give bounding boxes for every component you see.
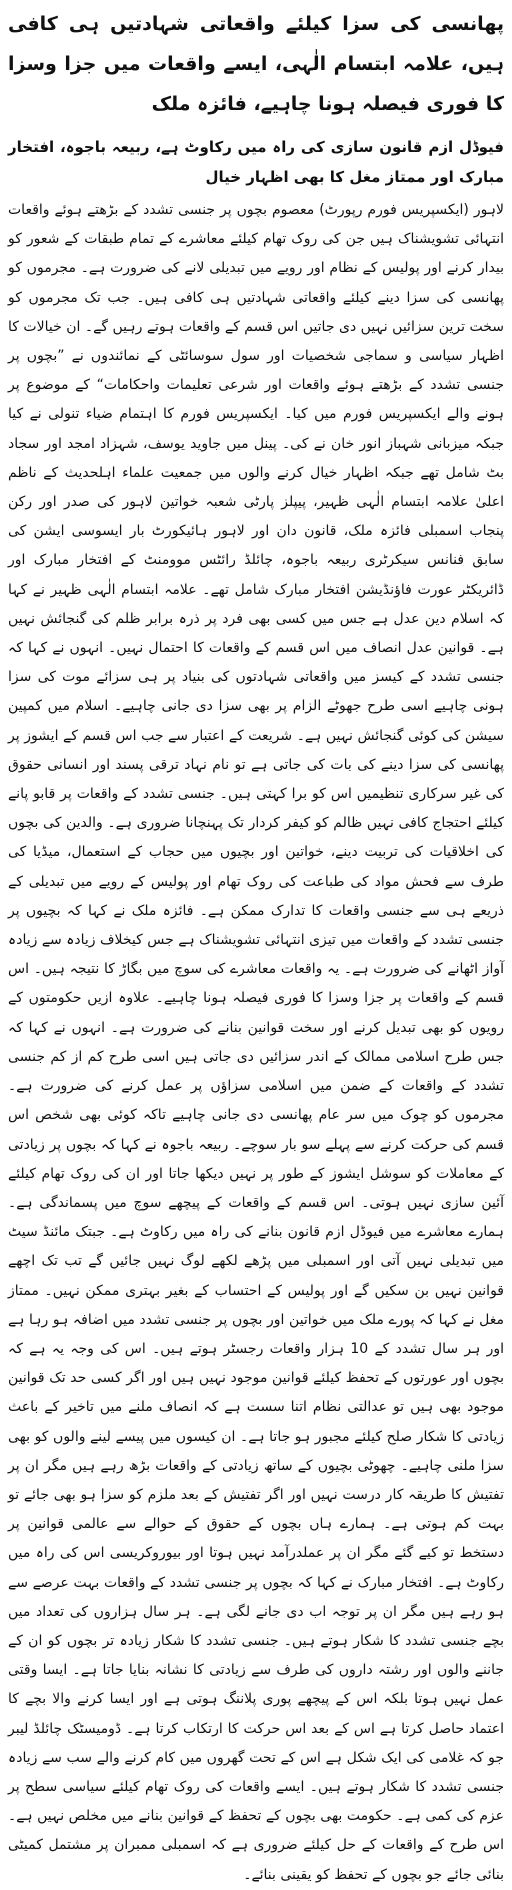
- article-headline: پھانسی کی سزا کیلئے واقعاتی شہادتیں ہی کافی ہیں، علامہ ابتسام الٰہی، ایسے واقعات میں جزا وسزا کا فوری فیصلہ ہونا چاہیے، فائزہ ملک: [8, 13, 504, 115]
- article-subheadline: فیوڈل ازم قانون سازی کی راہ میں رکاوٹ ہے، ربیعہ باجوہ، افتخار مبارک اور ممتاز مغل کا بھی اظہار خیال: [8, 138, 504, 186]
- article-body: [8, 196, 504, 1890]
- article-paragraph: لاہور (ایکسپریس فورم رپورٹ) معصوم بچوں پر جنسی تشدد کے بڑھتے ہوئے واقعات انتہائی تشویشناک ہیں جن کی روک تھام کیلئے معاشرے کے تمام طبقات کے شعور کو بیدار کرنے اور پولیس کے نظام اور رویے میں تبدیلی لانے کی ضرورت ہے۔ مجرموں کو پھانسی کی سزا دینے کیلئے واقعاتی شہادتیں ہی کافی ہیں۔ جب تک مجرموں کو سخت ترین سزائیں نہیں دی جاتیں اس قسم کے واقعات ہوتے رہیں گے۔ ان خیالات کا اظہار سیاسی و سماجی شخصیات اور سول سوسائٹی کے نمائندوں نے ”بچوں پر جنسی تشدد کے بڑھتے ہوئے واقعات اور شرعی تعلیمات واحکامات“ کے موضوع پر ہونے والے ایکسپریس فورم میں کیا۔ ایکسپریس فورم کا اہتمام ضیاء تنولی نے کیا جبکہ میزبانی شہباز انور خان نے کی۔ پینل میں جاوید یوسف، شہزاد امجد اور سجاد بٹ شامل تھے جبکہ اظہار خیال کرنے والوں میں جمعیت علماء اہلحدیث کے ناظم اعلیٰ علامہ ابتسام الٰہی ظہیر، پیپلز پارٹی شعبہ خواتین لاہور کی صدر اور رکن پنجاب اسمبلی فائزہ ملک، قانون دان اور لاہور ہائیکورٹ بار ایسوسی ایشن کی سابق فنانس سیکرٹری ربیعہ باجوہ، چائلڈ رائٹس موومنٹ کے افتخار مبارک اور ڈائریکٹر عورت فاؤنڈیشن افتخار مبارک شامل تھے۔ علامہ ابتسام الٰہی ظہیر نے کہا کہ اسلام دین عدل ہے جس میں کسی بھی فرد پر ذرہ برابر ظلم کی گنجائش نہیں ہے۔ قوانین عدل انصاف میں اس قسم کے واقعات کا احتمال نہیں۔ انہوں نے کہا کہ جنسی تشدد کے کیسز میں واقعاتی شہادتوں کی بنیاد پر ہی سزائے موت کی سزا ہونی چاہیے اسی طرح جھوٹے الزام پر بھی سزا دی جانی چاہیے۔ اسلام میں کمپین سیشن کی کوئی گنجائش نہیں ہے۔ شریعت کے اعتبار سے جب اس قسم کے ایشوز پر پھانسی کی سزا دینے کی بات کی جاتی ہے تو نام نہاد ترقی پسند اور انسانی حقوق کی غیر سرکاری تنظیمیں اس کو برا کہتی ہیں۔ جنسی تشدد کے واقعات پر قابو پانے کیلئے احتجاج کافی نہیں ظالم کو کیفر کردار تک پہنچانا ضروری ہے۔ والدین کی بچوں کی اخلاقیات کی تربیت دینے، خواتین اور بچیوں میں حجاب کے استعمال، میڈیا کی طرف سے فحش مواد کی طباعت کی روک تھام اور پولیس کے رویے میں تبدیلی کے ذریعے ہی سے جنسی واقعات کا تدارک ممکن ہے۔ فائزہ ملک نے کہا کہ بچیوں پر جنسی تشدد کے واقعات میں تیزی انتہائی تشویشناک ہے جس کیخلاف زیادہ سے زیادہ آواز اٹھانے کی ضرورت ہے۔ یہ واقعات معاشرے کی سوچ میں بگاڑ کا نتیجہ ہیں۔ اس قسم کے واقعات پر جزا وسزا کا فوری فیصلہ ہونا چاہیے۔ علاوہ ازیں حکومتوں کے رویوں کو بھی تبدیل کرنے اور سخت قوانین بنانے کی ضرورت ہے۔ انہوں نے کہا کہ جس طرح اسلامی ممالک کے اندر سزائیں دی جاتی ہیں اسی طرح کم از کم جنسی تشدد کے واقعات کے ضمن میں اسلامی سزاؤں پر عمل کرنے کی ضرورت ہے۔ مجرموں کو چوک میں سر عام پھانسی دی جانی چاہیے تاکہ کوئی بھی شخص اس قسم کی حرکت کرنے سے پہلے سو بار سوچے۔ ربیعہ باجوہ نے کہا کہ بچوں پر زیادتی کے معاملات کو سوشل ایشوز کے طور پر نہیں دیکھا جاتا اور ان کی روک تھام کیلئے آئین سازی نہیں ہوتی۔ اس قسم کے واقعات کے پیچھے سوچ میں پسماندگی ہے۔ ہمارے معاشرے میں فیوڈل ازم قانون بنانے کی راہ میں رکاوٹ ہے۔ جبتک مائنڈ سیٹ میں تبدیلی نہیں آتی اور اسمبلی میں پڑھے لکھے لوگ نہیں جائیں گے تب تک اچھے قوانین نہیں بن سکیں گے اور پولیس کے احتساب کے بغیر بہتری ممکن نہیں۔ ممتاز مغل نے کہا کہ پورے ملک میں خواتین اور بچوں پر جنسی تشدد میں اضافہ ہو رہا ہے اور ہر سال تشدد کے 10 ہزار واقعات رجسٹر ہوتے ہیں۔ اس کی وجہ یہ ہے کہ بچوں اور عورتوں کے تحفظ کیلئے قوانین موجود نہیں ہیں اور اگر کسی حد تک قوانین موجود بھی ہیں تو عدالتی نظام اتنا سست ہے کہ انصاف ملنے میں تاخیر کے باعث زیادتی کا شکار صلح کیلئے مجبور ہو جاتا ہے۔ ان کیسوں میں پیسے لینے والوں کو بھی سزا ملنی چاہیے۔ چھوٹی بچیوں کے ساتھ زیادتی کے واقعات بڑھ رہے ہیں مگر ان پر تفتیش کا طریقہ کار درست نہیں اور اگر تفتیش کے بعد ملزم کو سزا ہو بھی جائے تو بہت کم ہوتی ہے۔ ہمارے ہاں بچوں کے حقوق کے حوالے سے عالمی قوانین پر دستخط تو کیے گئے مگر ان پر عملدرآمد نہیں ہوتا اور بیوروکریسی اس کی راہ میں رکاوٹ ہے۔ افتخار مبارک نے کہا کہ بچوں پر جنسی تشدد کے واقعات بہت عرصے سے ہو رہے ہیں مگر ان پر توجہ اب دی جانے لگی ہے۔ ہر سال ہزاروں کی تعداد میں بچے جنسی تشدد کا شکار ہوتے ہیں۔ جنسی تشدد کا شکار زیادہ تر بچوں کو ان کے جاننے والوں اور رشتہ داروں کی طرف سے زیادتی کا نشانہ بنایا جاتا ہے۔ ایسا وقتی عمل نہیں ہوتا بلکہ اس کے پیچھے پوری پلاننگ ہوتی ہے اور ایسا کرنے والا بچے کا اعتماد حاصل کرتا ہے اس کے بعد اس حرکت کا ارتکاب کرتا ہے۔ ڈومیسٹک چائلڈ لیبر جو کہ غلامی کی ایک شکل ہے اس کے تحت گھروں میں کام کرنے والے سب سے زیادہ جنسی تشدد کا شکار ہوتے ہیں۔ ایسے واقعات کی روک تھام کیلئے سیاسی سطح پر عزم کی کمی ہے۔ حکومت بھی بچوں کے تحفظ کے قوانین بنانے میں مخلص نہیں ہے۔ اس طرح کے واقعات کے حل کیلئے ضروری ہے کہ اسمبلی ممبران پر مشتمل کمیٹی بنائی جائے جو بچوں کے تحفظ کو یقینی بنائے۔: [8, 202, 504, 1883]
